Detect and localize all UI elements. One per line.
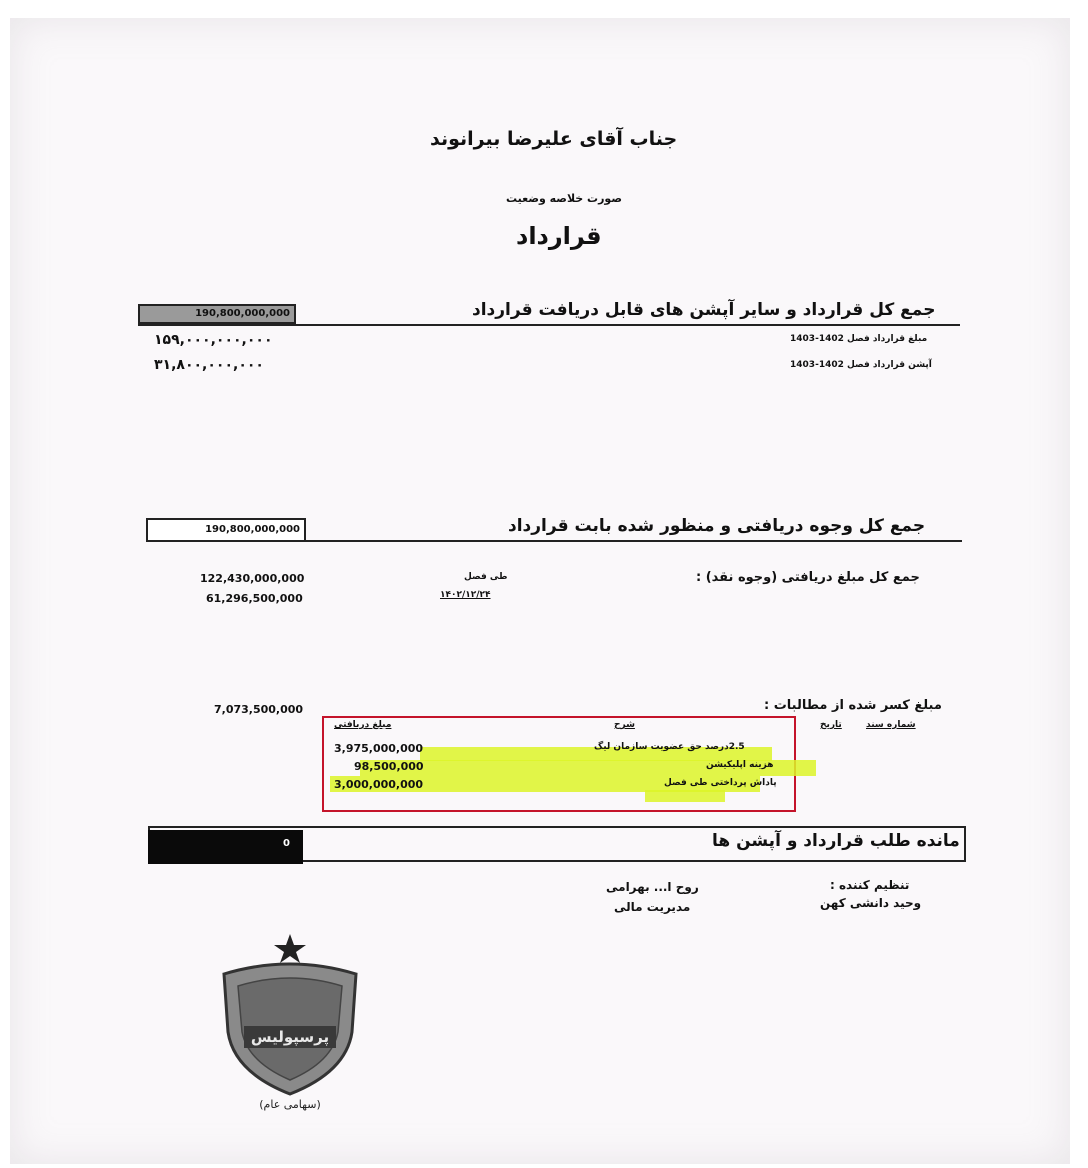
manager-title: مدیریت مالی bbox=[614, 900, 691, 914]
received-value-1: 122,430,000,000 bbox=[200, 572, 305, 585]
section1-heading: جمع کل قرارداد و سایر آپشن های قابل دریافت قرارداد bbox=[472, 300, 936, 320]
deduction-row-1-description: 2.5درصد حق عضویت سازمان لیگ bbox=[594, 742, 745, 752]
received-label: جمع کل مبلغ دریافتی (وجوه نقد) : bbox=[696, 570, 920, 585]
deduction-row-2-description: هزینه اپلیکیشن bbox=[706, 760, 774, 770]
section1-row1-value: ۱۵۹,۰۰۰,۰۰۰,۰۰۰ bbox=[154, 332, 273, 348]
section1-row2-label: آپشن قرارداد فصل 1402-1403 bbox=[790, 360, 932, 370]
received-value-2: 61,296,500,000 bbox=[206, 592, 303, 605]
col-description: شرح bbox=[614, 720, 635, 730]
manager-name: روح ا... بهرامی bbox=[606, 880, 699, 894]
recipient-line: جناب آقای علیرضا بیرانوند bbox=[430, 128, 678, 150]
persepolis-logo-icon bbox=[214, 932, 366, 1112]
document-title: قرارداد bbox=[516, 222, 602, 250]
deduction-row-2-amount: 98,500,000 bbox=[354, 760, 424, 773]
col-amount: مبلغ دریافتی bbox=[334, 720, 392, 730]
preparer-title: تنظیم کننده : bbox=[830, 878, 910, 892]
document-page bbox=[10, 18, 1070, 1164]
received-period-label: طی فصل bbox=[464, 572, 508, 582]
logo-text: پرسپولیس bbox=[250, 1028, 330, 1046]
section2-heading: جمع کل وجوه دریافتی و منظور شده بابت قرارداد bbox=[508, 516, 926, 536]
deductions-label: مبلغ کسر شده از مطالبات : bbox=[764, 698, 942, 713]
deductions-total: 7,073,500,000 bbox=[214, 703, 304, 716]
deduction-row-3-description: پاداش پرداختی طی فصل bbox=[664, 778, 777, 788]
remaining-value: 0 bbox=[283, 838, 290, 849]
remaining-value-bar bbox=[148, 830, 303, 864]
section1-rule bbox=[138, 324, 960, 326]
highlight-mark bbox=[645, 790, 725, 802]
col-date: تاریخ bbox=[820, 720, 842, 730]
section1-total-box: 190,800,000,000 bbox=[138, 304, 296, 324]
section1-row1-label: مبلغ قرارداد فصل 1402-1403 bbox=[790, 334, 928, 344]
preparer-name: وحید دانشی کهن bbox=[820, 896, 922, 910]
section1-row2-value: ۳۱,۸۰۰,۰۰۰,۰۰۰ bbox=[154, 357, 264, 373]
deduction-row-1-amount: 3,975,000,000 bbox=[334, 742, 424, 755]
col-doc-number: شماره سند bbox=[866, 720, 916, 730]
received-period-date: ۱۴۰۲/۱۲/۲۴ bbox=[440, 590, 491, 600]
deduction-row-3-amount: 3,000,000,000 bbox=[334, 778, 424, 791]
section2-total-box: 190,800,000,000 bbox=[146, 518, 306, 542]
logo-caption: (سهامی عام) bbox=[259, 1098, 321, 1111]
document-subtitle: صورت خلاصه وضعیت bbox=[506, 192, 622, 205]
remaining-label: مانده طلب قرارداد و آپشن ها bbox=[712, 831, 960, 851]
